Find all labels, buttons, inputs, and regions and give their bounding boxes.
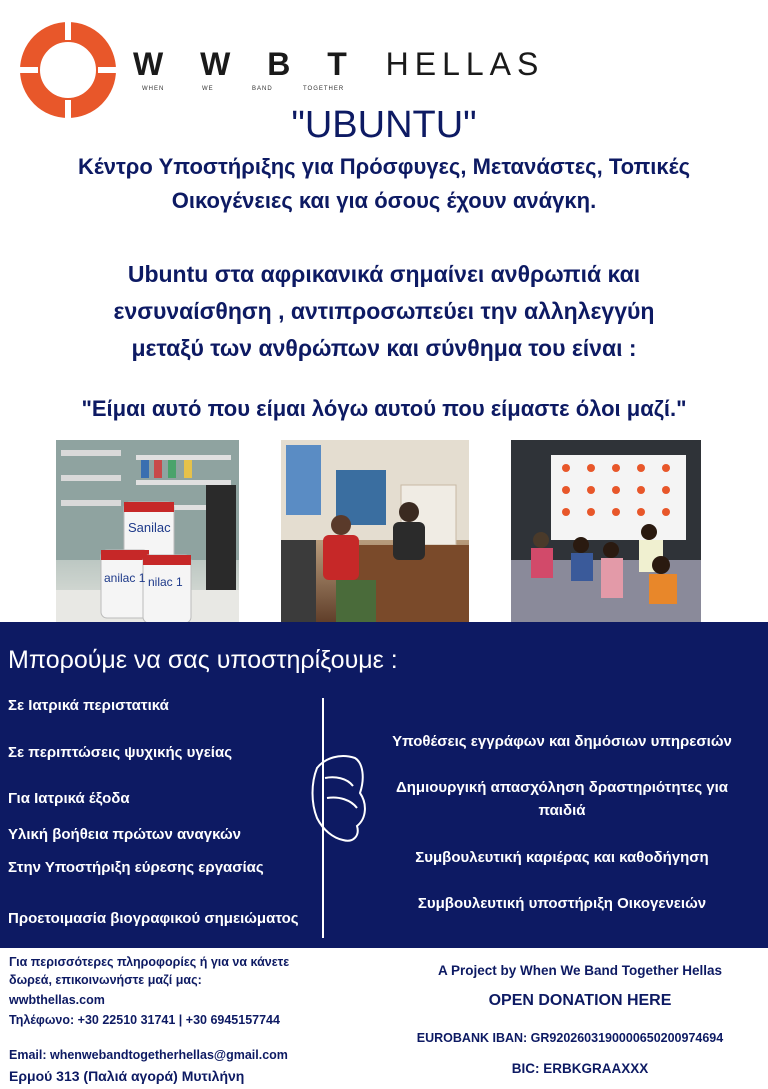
footer-phone: Τηλέφωνο: +30 22510 31741 | +30 6945157744 bbox=[9, 1013, 280, 1027]
footer-project: A Project by When We Band Together Hellas bbox=[437, 963, 723, 978]
photo-community-event bbox=[511, 440, 701, 626]
service-item-job-search: Στην Υποστήριξη εύρεσης εργασίας bbox=[8, 859, 264, 876]
brand-word-together: TOGETHER bbox=[303, 86, 345, 92]
ubuntu-meaning bbox=[40, 256, 728, 367]
brand-word-when: WHEN bbox=[142, 86, 165, 92]
brand-letters: W W B T bbox=[133, 46, 361, 82]
service-item-children: παιδιά bbox=[538, 802, 586, 819]
service-item-family-counseling: Συμβουλευτική υποστήριξη Οικογενειών bbox=[417, 895, 707, 912]
pharmacy-illustration bbox=[56, 440, 239, 626]
service-item-cv-prep: Προετοιμασία βιογραφικού σημειώματος bbox=[8, 910, 299, 927]
service-item-documents: Υποθέσεις εγγράφων και δημόσιων υπηρεσιών bbox=[392, 733, 732, 750]
brand-word-band: BAND bbox=[252, 86, 273, 92]
motto-quote: "Είμαι αυτό που είμαι λόγω αυτού που είμαστε όλοι μαζί." bbox=[81, 396, 687, 421]
footer-info-line1: Για περισσότερες πληροφορίες ή για να κάνετε bbox=[9, 955, 290, 969]
support-heading: Μπορούμε να σας υποστηρίξουμε : bbox=[8, 646, 398, 674]
footer-email[interactable]: Email: whenwebandtogetherhellas@gmail.com bbox=[9, 1048, 288, 1062]
brand-suffix: HELLAS bbox=[385, 46, 545, 82]
footer-address: Ερμού 313 (Παλιά αγορά) Μυτιλήνη bbox=[9, 1068, 245, 1084]
footer-info-line2: δωρεά, επικοινωνήστε μαζί μας: bbox=[9, 973, 202, 987]
service-item-medical-costs: Για Ιατρικά έξοδα bbox=[8, 790, 130, 807]
service-item-career-counseling: Συμβουλευτική καριέρας και καθοδήγηση bbox=[415, 849, 709, 866]
page-title: "UBUNTU" bbox=[291, 104, 477, 146]
can-label: anilac 1 bbox=[104, 571, 146, 585]
meaning-line: μεταξύ των ανθρώπων και σύνθημα του είναι : bbox=[131, 335, 637, 361]
brand-name bbox=[133, 46, 544, 83]
subtitle-line: Κέντρο Υποστήριξης για Πρόσφυγες, Μετανάστες, Τοπικές bbox=[77, 154, 691, 179]
meaning-line: Ubuntu στα αφρικανικά σημαίνει ανθρωπιά και bbox=[127, 261, 641, 287]
can-label: Sanilac bbox=[128, 520, 171, 535]
open-donation-link[interactable]: OPEN DONATION HERE bbox=[488, 992, 672, 1009]
event-illustration bbox=[511, 440, 701, 626]
office-illustration bbox=[281, 440, 469, 626]
photo-pharmacy bbox=[56, 440, 239, 626]
footer-iban: EUROBANK IBAN: GR9202603190000650200974694 bbox=[416, 1031, 724, 1045]
can-label: nilac 1 bbox=[148, 575, 183, 589]
service-item-creative-activities: Δημιουργική απασχόληση δραστηριότητες για bbox=[395, 779, 729, 796]
brand-word-we: WE bbox=[202, 86, 214, 92]
meaning-line: ενσυναίσθηση , αντιπροσωπεύει την αλληλεγγύη bbox=[113, 298, 655, 324]
subtitle-line: Οικογένειες και για όσους έχουν ανάγκη. bbox=[171, 188, 597, 213]
subtitle bbox=[30, 150, 738, 218]
service-item-mental-health: Σε περιπτώσεις ψυχικής υγείας bbox=[8, 744, 232, 761]
footer-website[interactable]: wwbthellas.com bbox=[9, 993, 105, 1007]
service-item-medical-cases: Σε Ιατρικά περιστατικά bbox=[8, 697, 169, 714]
service-item-material-aid: Υλική βοήθεια πρώτων αναγκών bbox=[8, 826, 241, 843]
footer-bic: BIC: ERBKGRAAXXX bbox=[511, 1061, 649, 1076]
photo-office-meeting bbox=[281, 440, 469, 626]
